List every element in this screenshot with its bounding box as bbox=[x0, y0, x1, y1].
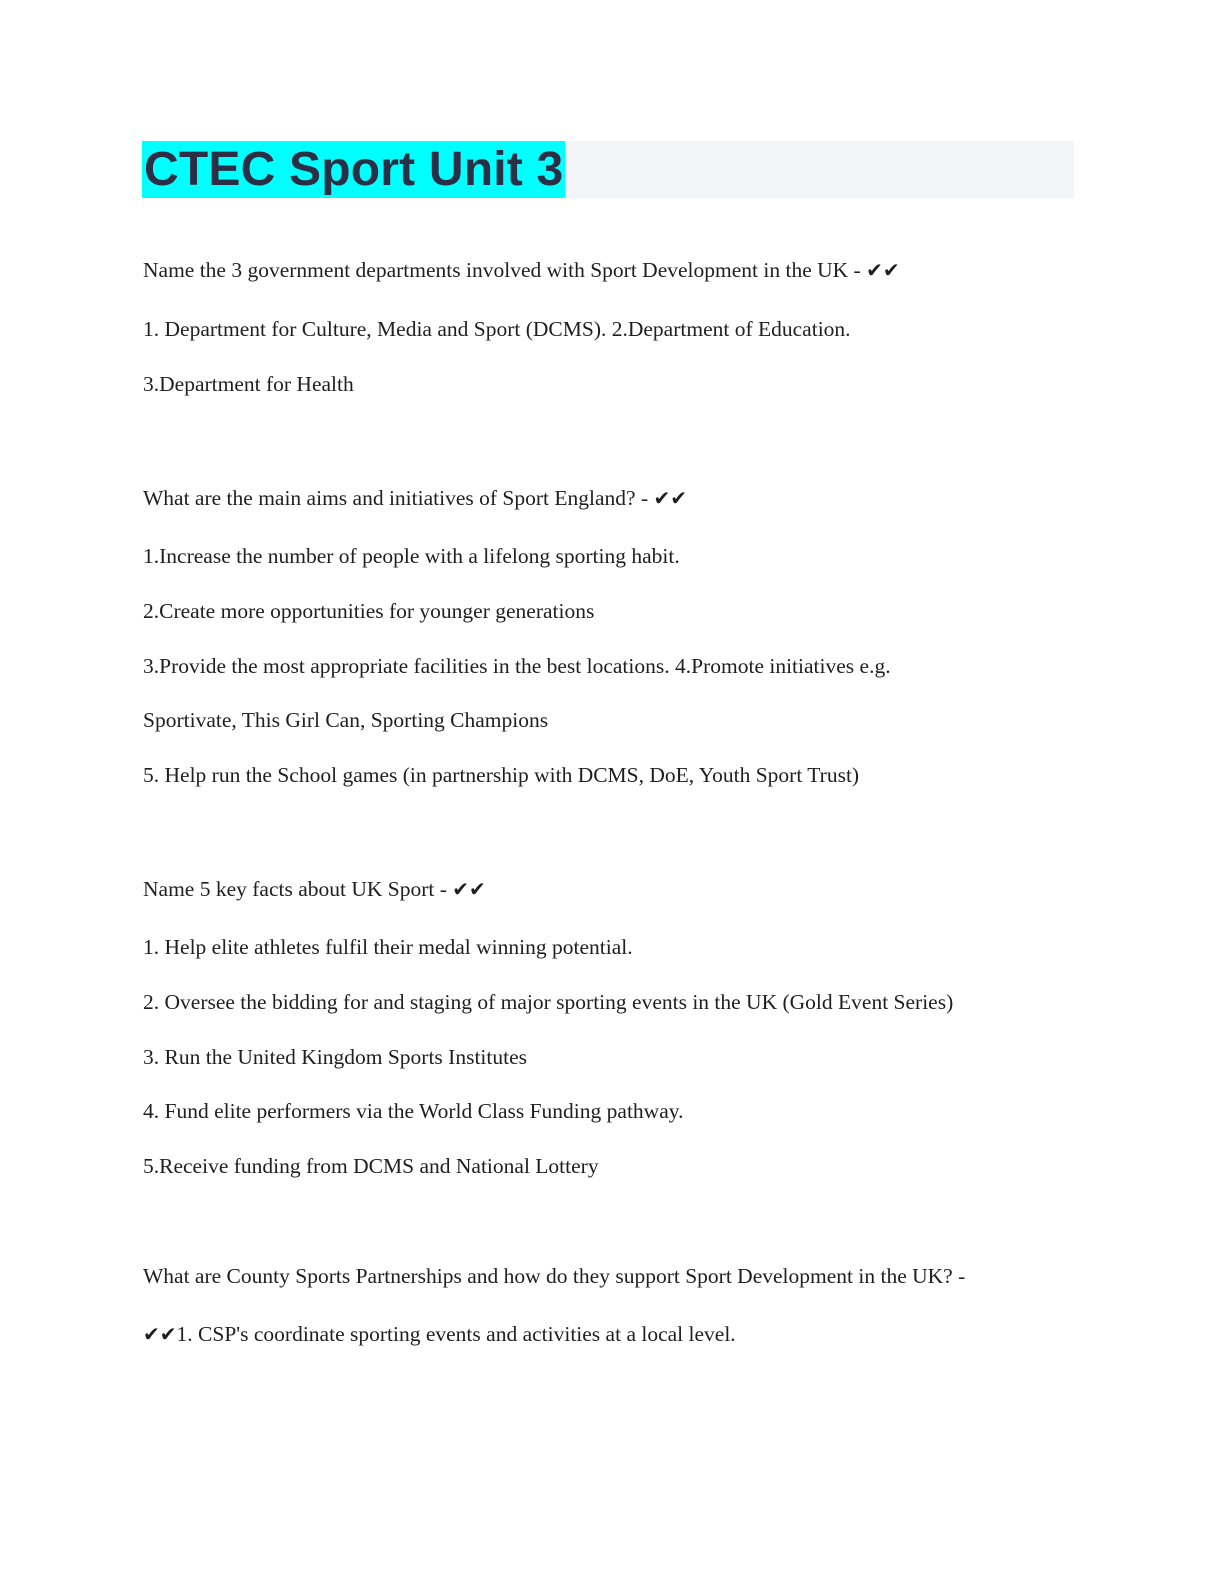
checkmark-icon: ✔✔ bbox=[452, 877, 486, 901]
line-text: Sportivate, This Girl Can, Sporting Champions bbox=[143, 708, 549, 732]
document-title: CTEC Sport Unit 3 bbox=[144, 143, 564, 196]
question-line bbox=[143, 1263, 965, 1289]
line-text: 3.Provide the most appropriate facilities in the best locations. 4.Promote initiatives e.g. bbox=[143, 654, 891, 678]
line-text: 3. Run the United Kingdom Sports Institutes bbox=[143, 1045, 528, 1069]
line-text: 1.Increase the number of people with a lifelong sporting habit. bbox=[143, 544, 680, 568]
answer-line bbox=[143, 316, 851, 342]
line-text: Name the 3 government departments involved with Sport Development in the UK - bbox=[143, 258, 867, 282]
line-text: 3.Department for Health bbox=[143, 372, 354, 396]
checkmark-icon: ✔✔ bbox=[866, 258, 900, 282]
answer-line bbox=[143, 653, 891, 679]
answer-line bbox=[143, 543, 680, 569]
line-text: Name 5 key facts about UK Sport - bbox=[143, 877, 453, 901]
line-text: 5.Receive funding from DCMS and National Lottery bbox=[143, 1154, 599, 1178]
question-line bbox=[143, 257, 900, 283]
question-line bbox=[143, 876, 486, 902]
line-text: 2.Create more opportunities for younger generations bbox=[143, 599, 595, 623]
answer-line bbox=[143, 598, 594, 624]
checkmark-icon: ✔✔ bbox=[653, 486, 687, 510]
line-text: 5. Help run the School games (in partnership with DCMS, DoE, Youth Sport Trust) bbox=[143, 763, 860, 787]
line-text: 4. Fund elite performers via the World Class Funding pathway. bbox=[143, 1099, 684, 1123]
answer-line bbox=[143, 989, 953, 1015]
answer-line bbox=[143, 1098, 683, 1124]
answer-line bbox=[143, 934, 633, 960]
answer-line bbox=[143, 1153, 599, 1179]
answer-line bbox=[143, 762, 859, 788]
answer-line bbox=[143, 707, 548, 733]
answer-line bbox=[143, 1044, 527, 1070]
line-text: 1. Department for Culture, Media and Sport (DCMS). 2.Department of Education. bbox=[143, 317, 851, 341]
line-text: What are the main aims and initiatives of Sport England? - bbox=[143, 486, 654, 510]
line-text: What are County Sports Partnerships and how do they support Sport Development in the UK? - bbox=[143, 1264, 966, 1288]
line-text: 1. Help elite athletes fulfil their medal winning potential. bbox=[143, 935, 633, 959]
line-text: 2. Oversee the bidding for and staging of major sporting events in the UK (Gold Event Series) bbox=[143, 990, 954, 1014]
question-line bbox=[143, 485, 687, 511]
line-text: 1. CSP's coordinate sporting events and activities at a local level. bbox=[176, 1322, 736, 1346]
answer-line bbox=[143, 371, 354, 397]
answer-line bbox=[143, 1321, 736, 1347]
checkmark-icon: ✔✔ bbox=[143, 1322, 177, 1346]
